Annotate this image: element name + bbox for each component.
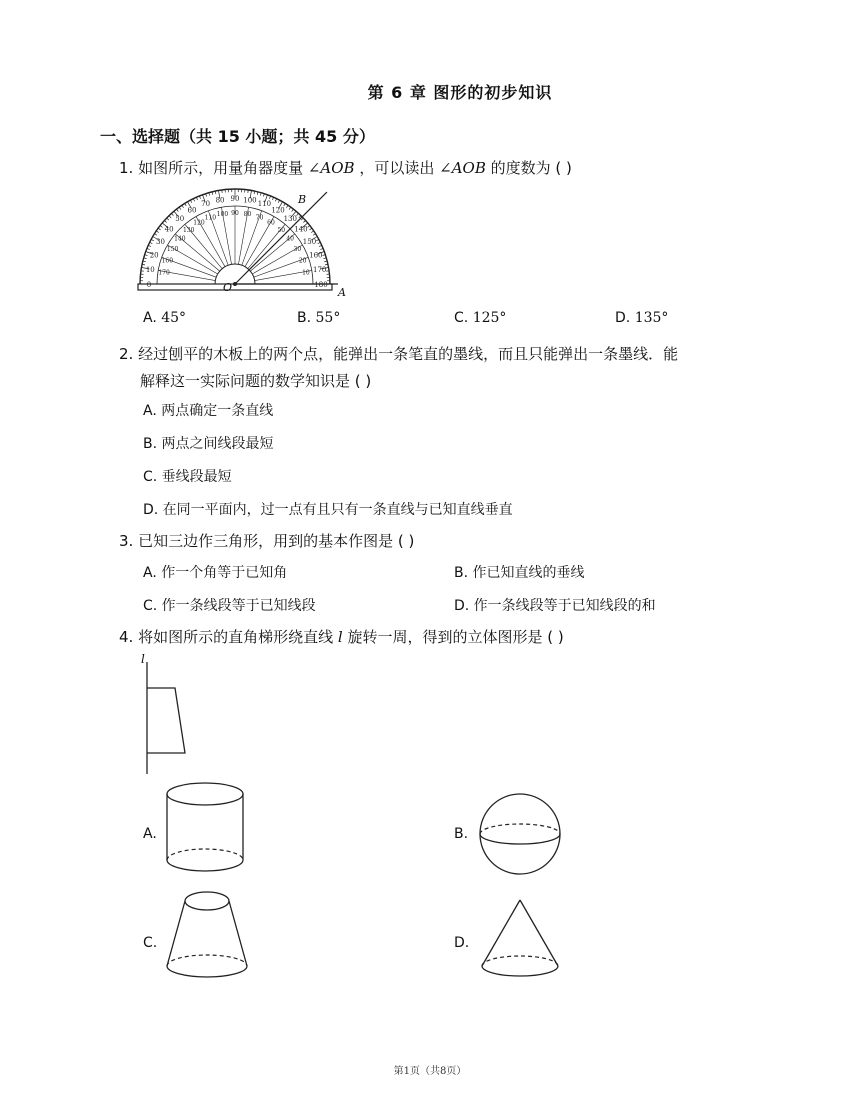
q2-option-b[interactable]: B. 两点之间线段最短 [143, 436, 274, 452]
label-point-a: A [338, 286, 346, 299]
q1-angle-2: ∠AOB [439, 159, 486, 177]
q4-prefix: 4. 将如图所示的直角梯形绕直线 [119, 628, 338, 646]
svg-text:80: 80 [215, 196, 225, 205]
svg-text:170: 170 [313, 266, 327, 275]
svg-text:20: 20 [149, 251, 159, 260]
q1-option-b-letter: B. [297, 310, 312, 326]
svg-text:60: 60 [267, 219, 275, 227]
q1-option-d-letter: D. [615, 310, 631, 326]
q1-option-c-letter: C. [454, 310, 469, 326]
svg-text:160: 160 [161, 257, 174, 265]
q3-option-b[interactable]: B. 作已知直线的垂线 [454, 565, 585, 581]
q1-option-b-text: 55° [315, 310, 341, 326]
q4-var-l: l [337, 628, 343, 646]
q3-option-c[interactable]: C. 作一条线段等于已知线段 [143, 598, 316, 614]
svg-text:90: 90 [230, 195, 240, 203]
svg-text:120: 120 [193, 219, 205, 227]
svg-text:80: 80 [243, 211, 252, 219]
q1-option-b[interactable] [297, 310, 340, 326]
svg-text:60: 60 [187, 206, 197, 215]
q4-option-a[interactable]: A. [143, 826, 157, 842]
svg-text:40: 40 [164, 225, 174, 234]
cone-icon [478, 898, 568, 983]
q4-option-b[interactable]: B. [454, 826, 469, 842]
svg-text:30: 30 [156, 238, 165, 246]
q2-option-c[interactable]: C. 垂线段最短 [143, 469, 232, 485]
svg-text:120: 120 [271, 206, 285, 215]
q1-option-c-text: 125° [472, 310, 507, 326]
svg-text:90: 90 [231, 210, 239, 217]
q1-option-c[interactable] [454, 310, 506, 326]
q1-mid: ，可以读出 [354, 159, 440, 177]
q1-prefix: 1. 如图所示，用量角器度量 [119, 159, 308, 177]
q2-option-a[interactable]: A. 两点确定一条直线 [143, 403, 274, 419]
question-1-stem [119, 158, 572, 178]
svg-text:10: 10 [302, 269, 310, 277]
svg-text:150: 150 [302, 238, 317, 246]
svg-text:40: 40 [286, 235, 294, 243]
q3-option-a[interactable]: A. 作一个角等于已知角 [143, 565, 288, 581]
q1-option-d[interactable] [615, 310, 668, 326]
question-2-line-1: 2. 经过刨平的木板上的两个点，能弹出一条笔直的墨线，而且只能弹出一条墨线．能 [119, 345, 679, 363]
right-trapezoid-figure [138, 662, 198, 777]
svg-text:30: 30 [293, 246, 302, 253]
svg-text:150: 150 [166, 246, 179, 253]
q1-angle-1: ∠AOB [307, 159, 355, 177]
q1-option-d-text: 135° [634, 310, 669, 326]
q1-option-a[interactable] [143, 310, 186, 326]
svg-text:100: 100 [243, 196, 257, 205]
cylinder-icon [163, 780, 249, 880]
svg-text:140: 140 [174, 235, 186, 243]
q2-option-d[interactable]: D. 在同一平面内，过一点有且只有一条直线与已知直线垂直 [143, 502, 513, 518]
label-point-b: B [298, 193, 307, 206]
label-point-o: O [223, 281, 233, 294]
svg-text:10: 10 [145, 266, 155, 275]
q3-option-d[interactable]: D. 作一条线段等于已知线段的和 [454, 598, 656, 614]
sphere-icon [476, 790, 566, 880]
svg-text:70: 70 [255, 214, 264, 222]
svg-text:130: 130 [283, 215, 297, 224]
svg-text:110: 110 [204, 214, 217, 222]
axis-label-l: l [141, 652, 145, 666]
svg-text:140: 140 [294, 225, 308, 234]
svg-text:110: 110 [257, 200, 272, 209]
section-heading: 一、选择题（共 15 小题；共 45 分） [100, 127, 375, 146]
q1-option-a-text: 45° [161, 310, 187, 326]
q4-option-d[interactable]: D. [454, 935, 470, 951]
svg-text:20: 20 [298, 257, 307, 265]
svg-text:130: 130 [182, 226, 195, 234]
q1-option-a-letter: A. [143, 310, 157, 326]
protractor-figure [135, 192, 350, 300]
q4-option-c[interactable]: C. [143, 935, 158, 951]
question-4-stem [119, 627, 564, 647]
svg-text:70: 70 [201, 200, 211, 209]
svg-text:170: 170 [158, 269, 170, 277]
svg-text:50: 50 [277, 226, 286, 234]
svg-text:0: 0 [146, 281, 152, 289]
page-title: 第 6 章 图形的初步知识 [367, 83, 553, 102]
q4-suffix: 旋转一周，得到的立体图形是 ( ) [342, 628, 564, 646]
frustum-icon [163, 888, 253, 988]
svg-text:160: 160 [309, 251, 323, 260]
page-footer: 第1页（共8页） [393, 1066, 467, 1077]
question-3-stem: 3. 已知三边作三角形，用到的基本作图是 ( ) [119, 532, 415, 550]
svg-text:50: 50 [175, 215, 185, 224]
svg-text:100: 100 [216, 211, 229, 219]
svg-text:180: 180 [314, 281, 328, 289]
question-2-line-2: 解释这一实际问题的数学知识是 ( ) [140, 372, 372, 390]
q1-suffix: 的度数为 ( ) [485, 159, 572, 177]
